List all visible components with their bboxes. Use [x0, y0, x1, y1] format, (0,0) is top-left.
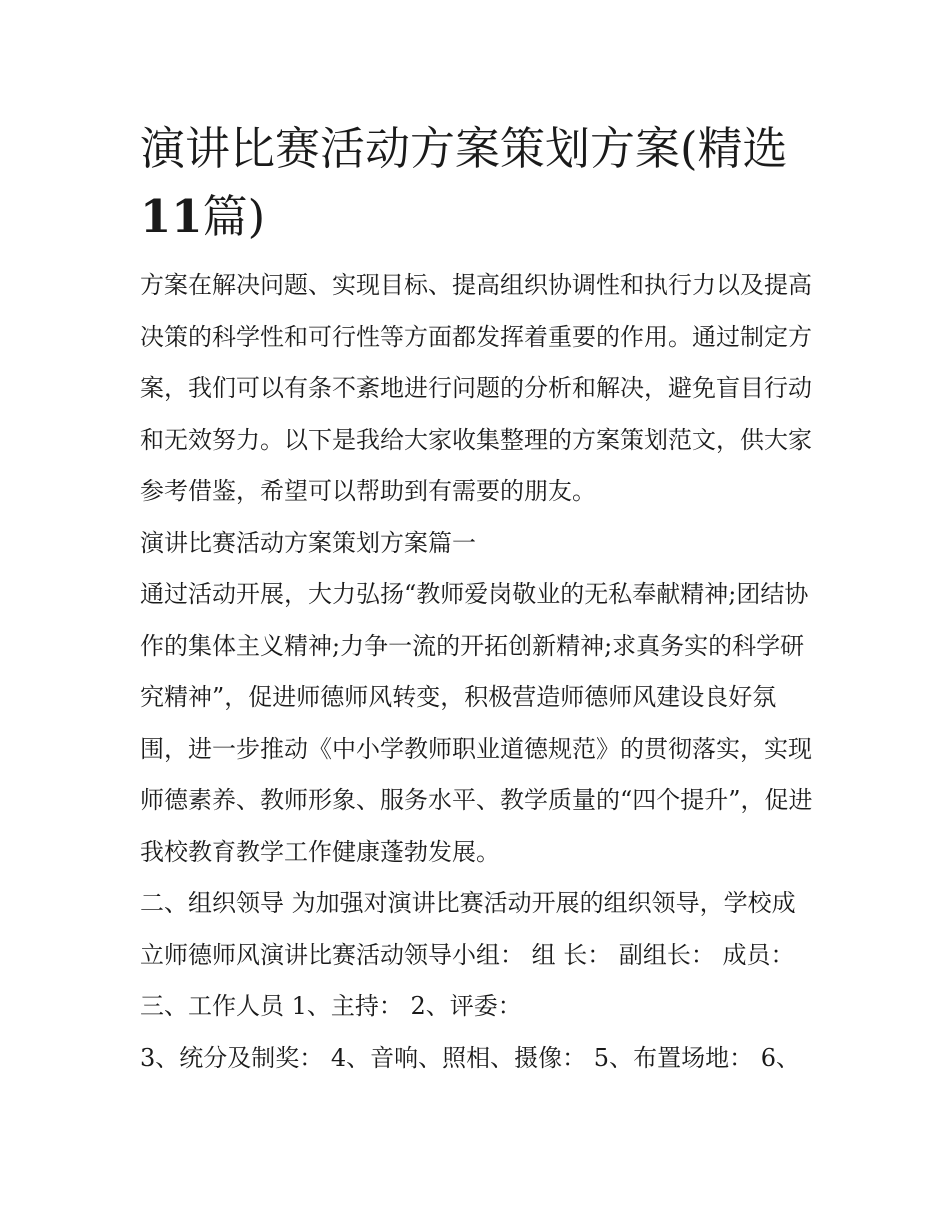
section-paragraph-organization: 二、组织领导 为加强对演讲比赛活动开展的组织领导，学校成立师德师风演讲比赛活动领导小组： 组 长： 副组长： 成员： 三、工作人员 1、主持： 2、评委： [140, 889, 796, 1020]
intro-paragraph: 方案在解决问题、实现目标、提高组织协调性和执行力以及提高决策的科学性和可行性等方面都发挥着重要的作用。通过制定方案，我们可以有条不紊地进行问题的分析和解决，避免盲目行动和无效努力。以下是我给大家收集整理的方案策划范文，供大家参考借鉴，希望可以帮助到有需要的朋友。 [140, 271, 812, 505]
section-paragraph-purpose: 通过活动开展，大力弘扬“教师爱岗敬业的无私奉献精神;团结协作的集体主义精神;力争一流的开拓创新精神;求真务实的科学研究精神”，促进师德师风转变，积极营造师德师风建设良好氛围，进一步推动《中小学教师职业道德规范》的贯彻落实，实现师德素养、教师形象、服务水平、教学质量的“四个提升”，促进我校教育教学工作健康蓬勃发展。 [140, 580, 813, 866]
document-title: 演讲比赛活动方案策划方案(精选11篇) [140, 122, 788, 243]
section-heading: 演讲比赛活动方案策划方案篇一 [140, 528, 476, 557]
section-paragraph-staff: 3、统分及制奖： 4、音响、照相、摄像： 5、布置场地： 6、 [140, 1043, 800, 1072]
document-content [140, 115, 815, 1084]
title-count: 11 [140, 189, 203, 243]
